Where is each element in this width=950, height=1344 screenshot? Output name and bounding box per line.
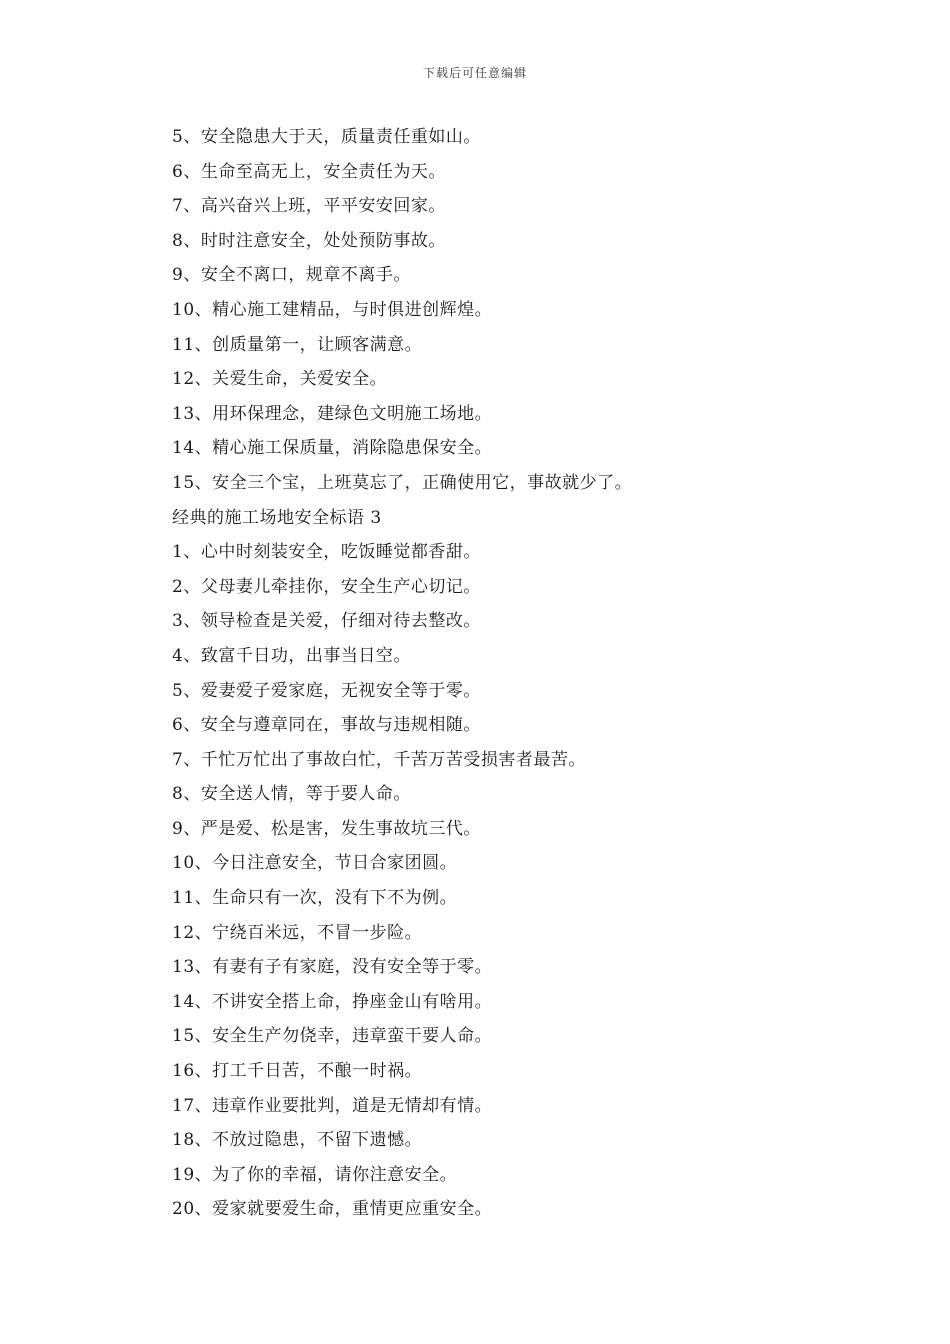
list-item: 17、违章作业要批判，道是无情却有情。 xyxy=(172,1095,493,1116)
document-body xyxy=(172,120,892,1227)
list-item: 9、安全不离口，规章不离手。 xyxy=(172,265,411,286)
list-item: 8、时时注意安全，处处预防事故。 xyxy=(172,230,446,251)
list-item: 20、爱家就要爱生命，重情更应重安全。 xyxy=(172,1199,493,1220)
list-item: 3、领导检查是关爱，仔细对待去整改。 xyxy=(172,611,481,632)
list-item: 18、不放过隐患，不留下遗憾。 xyxy=(172,1130,423,1151)
list-item: 11、生命只有一次，没有下不为例。 xyxy=(172,888,458,909)
list-item: 10、今日注意安全，节日合家团圆。 xyxy=(172,853,458,874)
list-item: 13、用环保理念，建绿色文明施工场地。 xyxy=(172,403,493,424)
list-item: 2、父母妻儿牵挂你，安全生产心切记。 xyxy=(172,576,481,597)
list-item: 16、打工千日苦，不酿一时祸。 xyxy=(172,1061,423,1082)
list-item: 14、不讲安全搭上命，挣座金山有啥用。 xyxy=(172,991,493,1012)
list-item: 14、精心施工保质量，消除隐患保安全。 xyxy=(172,438,493,459)
list-item: 7、千忙万忙出了事故白忙，千苦万苦受损害者最苦。 xyxy=(172,749,586,770)
list-item: 15、安全三个宝，上班莫忘了，正确使用它，事故就少了。 xyxy=(172,472,633,493)
list-item: 12、关爱生命，关爱安全。 xyxy=(172,369,388,390)
list-item: 6、生命至高无上，安全责任为天。 xyxy=(172,161,446,182)
list-item: 7、高兴奋兴上班，平平安安回家。 xyxy=(172,196,446,217)
list-item: 12、宁绕百米远，不冒一步险。 xyxy=(172,922,423,943)
page-header: 下载后可任意编辑 xyxy=(422,66,527,80)
list-item: 5、安全隐患大于天，质量责任重如山。 xyxy=(172,127,481,147)
list-item: 8、安全送人情，等于要人命。 xyxy=(172,784,411,805)
list-item: 5、爱妻爱子爱家庭，无视安全等于零。 xyxy=(172,680,481,701)
list-item: 11、创质量第一，让顾客满意。 xyxy=(172,334,423,355)
list-item: 1、心中时刻装安全，吃饭睡觉都香甜。 xyxy=(172,542,481,563)
list-item: 13、有妻有子有家庭，没有安全等于零。 xyxy=(172,957,493,978)
list-item: 9、严是爱、松是害，发生事故坑三代。 xyxy=(172,818,481,839)
list-item: 6、安全与遵章同在，事故与违规相随。 xyxy=(172,715,481,736)
list-item: 19、为了你的幸福，请你注意安全。 xyxy=(172,1164,458,1185)
list-item: 15、安全生产勿侥幸，违章蛮干要人命。 xyxy=(172,1026,493,1047)
list-item: 4、致富千日功，出事当日空。 xyxy=(172,645,411,666)
list-item: 10、精心施工建精品，与时俱进创辉煌。 xyxy=(172,299,493,320)
section-heading: 经典的施工场地安全标语 3 xyxy=(172,507,382,528)
